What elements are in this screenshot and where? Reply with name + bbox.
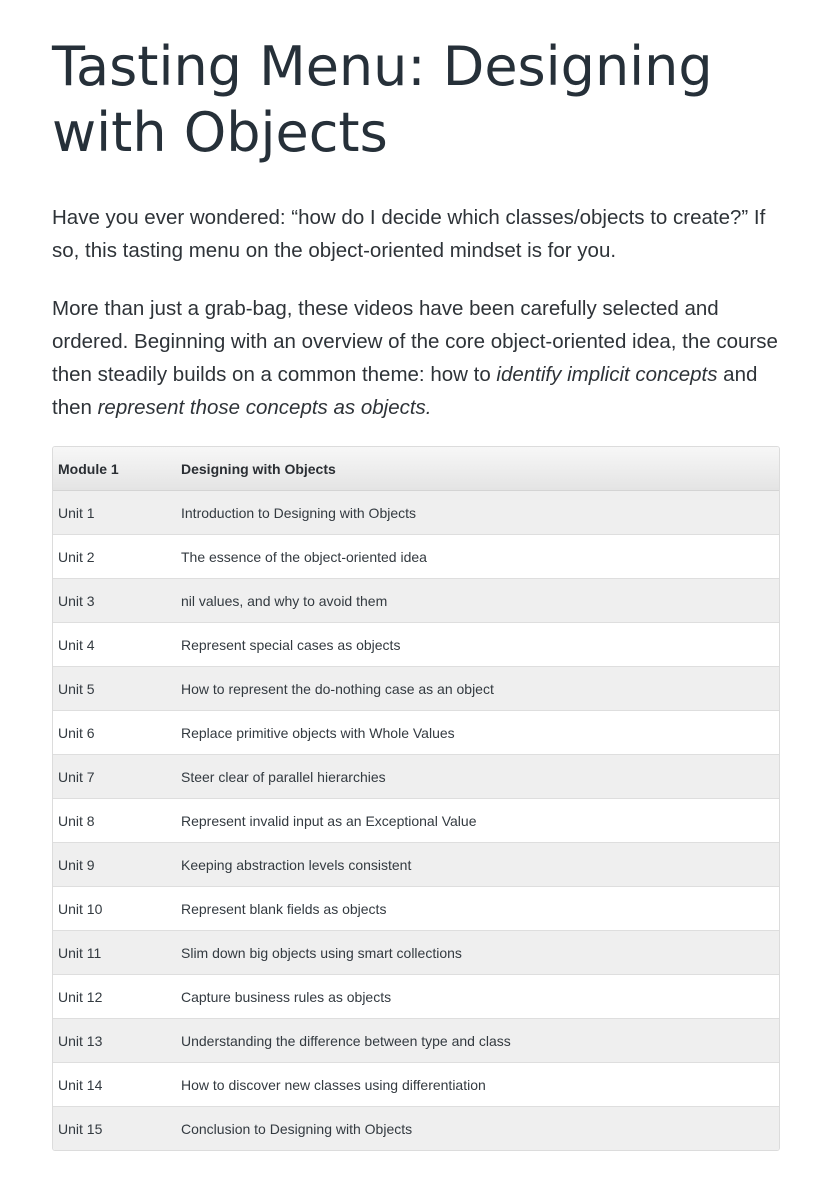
topic-cell: The essence of the object-oriented idea (176, 535, 779, 579)
topic-cell: Represent blank fields as objects (176, 887, 779, 931)
unit-cell: Unit 11 (53, 931, 176, 975)
topic-cell: Steer clear of parallel hierarchies (176, 755, 779, 799)
table-row (53, 931, 779, 975)
intro-emphasis-represent: represent those concepts as objects. (97, 396, 432, 419)
article (52, 0, 780, 1137)
unit-cell: Unit 10 (53, 887, 176, 931)
topic-cell: Represent special cases as objects (176, 623, 779, 667)
topic-cell: How to discover new classes using differentiation (176, 1063, 779, 1107)
table-row (53, 711, 779, 755)
table-header-row (53, 447, 779, 491)
unit-cell: Unit 15 (53, 1107, 176, 1151)
unit-cell: Unit 12 (53, 975, 176, 1019)
topic-cell: Conclusion to Designing with Objects (176, 1107, 779, 1151)
unit-cell: Unit 7 (53, 755, 176, 799)
unit-cell: Unit 1 (53, 491, 176, 535)
intro-paragraph-2 (52, 292, 780, 424)
table-row (53, 843, 779, 887)
topic-cell: Slim down big objects using smart collections (176, 931, 779, 975)
unit-cell: Unit 5 (53, 667, 176, 711)
topic-cell: Represent invalid input as an Exceptional Value (176, 799, 779, 843)
units-table (53, 447, 779, 1150)
unit-cell: Unit 9 (53, 843, 176, 887)
units-table-container (52, 446, 780, 1151)
table-row (53, 799, 779, 843)
table-row (53, 535, 779, 579)
table-row (53, 755, 779, 799)
table-row (53, 975, 779, 1019)
table-row (53, 667, 779, 711)
table-row (53, 1063, 779, 1107)
topic-cell: Introduction to Designing with Objects (176, 491, 779, 535)
table-row (53, 623, 779, 667)
intro-paragraph-2-text-2: and then (52, 363, 758, 419)
intro-paragraph-1: Have you ever wondered: “how do I decide which classes/objects to create?” If so, this tasting menu on the object-oriented mindset is for you. (52, 206, 766, 262)
table-row (53, 887, 779, 931)
unit-cell: Unit 3 (53, 579, 176, 623)
topic-cell: Capture business rules as objects (176, 975, 779, 1019)
table-row (53, 1107, 779, 1151)
table-row (53, 579, 779, 623)
header-module: Module 1 (53, 447, 176, 491)
topic-cell: nil values, and why to avoid them (176, 579, 779, 623)
topic-cell: Keeping abstraction levels consistent (176, 843, 779, 887)
table-row (53, 491, 779, 535)
intro-emphasis-identify: identify implicit concepts (496, 363, 718, 386)
unit-cell: Unit 8 (53, 799, 176, 843)
unit-cell: Unit 4 (53, 623, 176, 667)
unit-cell: Unit 2 (53, 535, 176, 579)
unit-cell: Unit 14 (53, 1063, 176, 1107)
intro-paragraph-2-text-1: More than just a grab-bag, these videos have been carefully selected and ordered. Beginning with an overview of the core object-oriented idea, the course then steadily builds on a common theme: how to (52, 297, 778, 386)
topic-cell: How to represent the do-nothing case as an object (176, 667, 779, 711)
header-module-title: Designing with Objects (176, 447, 779, 491)
table-row (53, 1019, 779, 1063)
topic-cell: Understanding the difference between type and class (176, 1019, 779, 1063)
unit-cell: Unit 6 (53, 711, 176, 755)
unit-cell: Unit 13 (53, 1019, 176, 1063)
topic-cell: Replace primitive objects with Whole Values (176, 711, 779, 755)
page-title: Tasting Menu: Designing with Objects (52, 35, 713, 164)
